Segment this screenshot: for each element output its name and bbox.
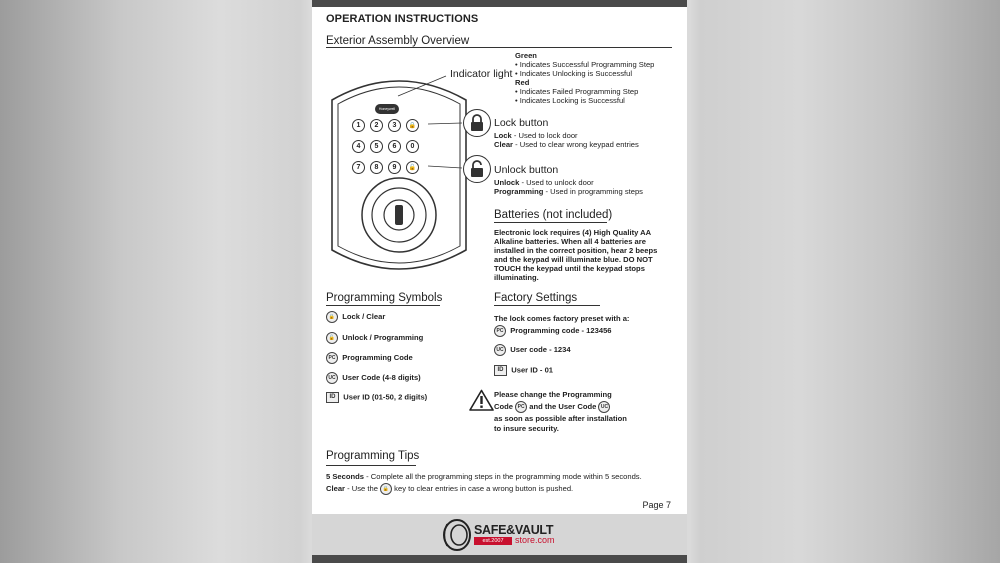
bottom-bar xyxy=(312,555,687,563)
factory-heading: Factory Settings xyxy=(494,292,578,304)
indicator-light-label: Indicator light xyxy=(450,68,513,80)
factory-user-code: UC User code - 1234 xyxy=(494,344,571,356)
pc-icon: PC xyxy=(515,401,527,413)
logo-site: store.com xyxy=(515,535,555,545)
vault-dial-icon xyxy=(440,518,472,552)
batteries-divider xyxy=(494,222,607,223)
keypad-key-0[interactable]: 0 xyxy=(406,140,419,153)
tips-heading: Programming Tips xyxy=(326,450,420,462)
tip-5-seconds: 5 Seconds - Complete all the programming steps in the programming mode within 5 seconds. xyxy=(326,472,642,481)
unlock-button-heading: Unlock button xyxy=(494,164,559,176)
lock-icon: 🔒 xyxy=(380,483,392,495)
factory-intro: The lock comes factory preset with a: xyxy=(494,314,630,323)
logo-wordmark: SAFE&VAULT xyxy=(474,523,554,537)
keypad-key-2[interactable]: 2 xyxy=(370,119,383,132)
factory-programming-code: PC Programming code - 123456 xyxy=(494,325,612,337)
lock-icon: 🔒 xyxy=(408,123,417,129)
symbol-unlock-programming: 🔓 Unlock / Programming xyxy=(326,332,423,344)
exterior-heading: Exterior Assembly Overview xyxy=(326,35,470,47)
green-title: Green xyxy=(515,51,537,60)
keypad-key-5[interactable]: 5 xyxy=(370,140,383,153)
pc-icon: PC xyxy=(494,325,506,337)
unlock-button-line-2: Programming - Used in programming steps xyxy=(494,187,643,196)
green-item-2: • Indicates Unlocking is Successful xyxy=(515,69,633,78)
symbol-user-id: ID User ID (01-50, 2 digits) xyxy=(326,392,427,403)
page-number: Page 7 xyxy=(642,500,671,510)
symbol-lock-clear: 🔒 Lock / Clear xyxy=(326,311,385,323)
tips-divider xyxy=(326,465,416,466)
keypad-key-9[interactable]: 9 xyxy=(388,161,401,174)
symbols-heading: Programming Symbols xyxy=(326,292,443,304)
uc-icon: UC xyxy=(494,344,506,356)
red-title: Red xyxy=(515,78,530,87)
lock-icon: 🔒 xyxy=(326,311,338,323)
uc-icon: UC xyxy=(598,401,610,413)
keypad-key-1[interactable]: 1 xyxy=(352,119,365,132)
lock-button-icon xyxy=(463,109,491,137)
keypad-key-8[interactable]: 8 xyxy=(370,161,383,174)
tip-clear: Clear - Use the 🔒 key to clear entries in case a wrong button is pushed. xyxy=(326,484,574,493)
unlock-icon: 🔓 xyxy=(326,332,338,344)
keypad-key-4[interactable]: 4 xyxy=(352,140,365,153)
uc-icon: UC xyxy=(326,372,338,384)
lock-button-line-2: Clear - Used to clear wrong keypad entries xyxy=(494,140,639,149)
red-item-1: • Indicates Failed Programming Step xyxy=(515,87,639,96)
indicator-legend xyxy=(515,51,654,105)
keypad-key-6[interactable]: 6 xyxy=(388,140,401,153)
security-warning: Please change the Programming Code PC and the User Code UC as soon as possible after installation to insure security. xyxy=(494,390,627,433)
id-icon: ID xyxy=(494,365,507,376)
manual-page xyxy=(312,0,687,563)
page-title: OPERATION INSTRUCTIONS xyxy=(326,13,479,25)
brand-badge: Honeywell xyxy=(375,104,399,114)
unlock-button-icon xyxy=(463,155,491,183)
lock-button-line-1: Lock - Used to lock door xyxy=(494,131,578,140)
lock-button-heading: Lock button xyxy=(494,117,549,129)
id-icon: ID xyxy=(326,392,339,403)
logo-est: est.2007 xyxy=(474,537,512,545)
keypad-key-7[interactable]: 7 xyxy=(352,161,365,174)
keypad-key-3[interactable]: 3 xyxy=(388,119,401,132)
factory-divider xyxy=(494,305,600,306)
pc-icon: PC xyxy=(326,352,338,364)
symbol-programming-code: PC Programming Code xyxy=(326,352,413,364)
symbol-user-code: UC User Code (4-8 digits) xyxy=(326,372,421,384)
green-item-1: • Indicates Successful Programming Step xyxy=(515,60,655,69)
unlock-button-line-1: Unlock - Used to unlock door xyxy=(494,178,594,187)
batteries-text: Electronic lock requires (4) High Quality AA Alkaline batteries. When all 4 batteries are installed in the correct position, hear 2 beeps and the keypad will illuminate blue. DO NOT TOUCH the keypad until the keypad stops illuminating. xyxy=(494,228,658,282)
warning-icon xyxy=(469,389,494,411)
unlock-icon: 🔓 xyxy=(408,165,417,171)
factory-user-id: ID User ID - 01 xyxy=(494,365,553,376)
symbols-divider xyxy=(326,305,440,306)
red-item-2: • Indicates Locking is Successful xyxy=(515,96,625,105)
batteries-heading: Batteries (not included) xyxy=(494,209,613,221)
